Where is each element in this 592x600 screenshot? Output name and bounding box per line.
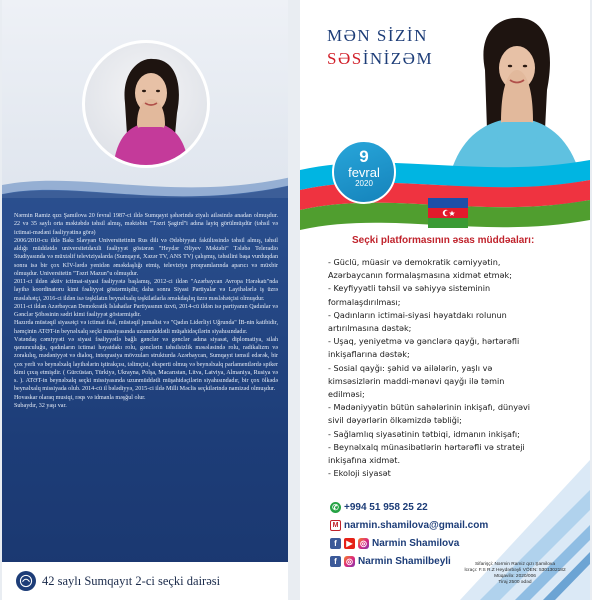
bio-paragraph: Hovaskar olaraq musiqi, rəqs və idmanla məşğul olur. (14, 394, 146, 401)
platform-item: - Sosial qayğı: şəhid və ailələrin, yaşlı və (328, 362, 493, 373)
platform-item: - Mədəniyyətin bütün sahələrinin inkişafı, dünyəvi (328, 402, 531, 413)
youtube-icon: ▶ (344, 538, 355, 549)
platform-item: inkişafına xidmət. (328, 455, 401, 466)
gmail-icon: M (330, 520, 341, 531)
candidate-portrait (82, 40, 210, 168)
phone-row[interactable] (330, 498, 550, 516)
slogan-line-1: MƏN SİZİN (327, 26, 428, 45)
imprint-line: İcraçı: F.S R.Z Heydərbəyli VÖEN: 5301302182 (464, 568, 566, 573)
imprint-line: Tiraj 2500 ədəd (498, 580, 532, 585)
facebook-icon: f (330, 556, 341, 567)
print-imprint (450, 562, 580, 586)
platform-item: artırılmasına dəstək; (328, 323, 412, 334)
bio-paragraph: Vətəndaş cəmiyyəti və siyasi fəaliyyətlə bağlı gənclər və gənclər adına siyasət, diplomatiya, silah qanunculuğu, qadınların ictimai həyatdakı rolu, gənclərin təhsilsizlik məsələsində rolu, radikalizm və zorakılıq, mədəniyyət və dialoq, inteqrasiya mövzuları strukturda Azərbaycan, Sumqayıt təmsil edərək, bir çox yerli və beynəlxalq layihələrin iştirakçısı, təlimçisi, eksperti olmuş və beynəlxalq parlamentlərdə spiker kimi çıxış etmişdir. ( Gürcüstan, Türkiyə, Ukrayna, Polşa, Macarıstan, Litva, Latviya, Almaniya, Rusiya və s. ). ATƏT-in beynəlxalq seçki missiyasında uzunmüddətli müşahidəçilərin siyahısındadır, bir çox ölkədə beynəlxalq missiyada olub. 2014-cü il bələdiyyə, 2015-ci ildə Milli Məclis seçkilərində namizəd olmuşdur. (14, 336, 278, 393)
platform-item: inkişaflarına dəstək; (328, 349, 410, 360)
platform-item: Azərbaycanın formalaşmasına xidmət etmək; (328, 270, 512, 281)
instagram-icon: ◎ (344, 556, 355, 567)
platform-title: Seçki platformasının əsas müddəaları: (352, 235, 535, 246)
platform-item: - Uşaq, yeniyetmə və gənclərə qayğı, hərtərəfli (328, 336, 520, 347)
platform-item: - Beynəlxalq münasibətlərin hərtərəfli və strateji (328, 441, 525, 452)
date-day: 9 (359, 147, 369, 166)
social-handle[interactable]: Narmin Shamilova (372, 537, 460, 549)
slogan-highlight: SƏS (327, 49, 363, 68)
social-row-1[interactable] (330, 534, 550, 552)
bio-paragraph: 2006/2010-cu ildə Bakı Slavyan Universitetinin Rus dili və Ədəbiyyatı fakültəsində təhsil almış, təhsil aldığı müddətdə universitetdaxili fəaliyyət göstərən "Heydər Əliyev Məktəbi" Tələbə Teleradio Studiyasında və müxtəlif televiziyalarda (Sumqayıt, Xəzər TV, ANS TV) çalışmış, təhsilini başa vurduqdan sonra isə bir çox KİV-lərdə yenidən əməkdaşlığı etmiş, televiziya proqramlarında aparıcı və müxbir olmuşdur. Universitetin "Təzri Mazun"u olmuşdur. (14, 237, 278, 277)
whatsapp-icon: ✆ (330, 502, 341, 513)
platform-item: edilməsi; (328, 389, 365, 400)
social-handle[interactable]: Narmin Shamilbeyli (358, 555, 451, 567)
phone-number[interactable]: +994 51 958 25 22 (344, 501, 428, 513)
date-year: 2020 (355, 179, 373, 188)
facebook-icon: f (330, 538, 341, 549)
slogan-rest: İNİZƏM (362, 49, 434, 68)
imprint-line: Müqavilə: 2020/006 (494, 574, 536, 579)
biography-text (14, 212, 278, 554)
flag-emblem-icon (428, 198, 468, 228)
platform-item: - Güclü, müasir və demokratik cəmiyyətin, (328, 257, 501, 267)
platform-item: - Keyfiyyətli təhsil və səhiyyə sisteminin (328, 283, 491, 294)
platform-item: formalaşdırılması; (328, 296, 401, 307)
bio-paragraph: Hazırda müstəqil siyasətçi və ictimai fəal, müstəqil jurnalist və "Qadın Liderliyi Uğrunda" İB-nin katibidir, həmçinin ATƏT-in beynəlxalq seçki missiyasında uzunmüddətli müşahidəçilərin siyahısındadır. (14, 320, 278, 335)
bio-paragraph: Subaydır, 32 yaşı var. (14, 402, 67, 409)
bio-paragraph: 2011-ci ildən aktiv ictimai-siyasi fəaliyyətə başlamış, 2012-ci ildən "Azərbaycan Avropa Hərəkatı"nda layihə koordinatoru kimi fəaliyyət göstərmişdir, daha sonra Siyasi Partiyalar və Layihələrlə iş üzrə məsləhətçi, 2016-ci ildən isə təşkilatın beynəlxalq təşkilatlarla əməkdaşlıq üzrə məsləhətçisi olmuşdur. (14, 279, 278, 302)
biography-panel (2, 0, 288, 600)
bio-paragraph: Nərmin Ramiz qızı Şamilova 20 fevral 1987-ci ildə Sumqayıt şəhərində ziyalı ailəsində anadan olmuşdur. 22 və 35 saylı orta məktəbdə təhsil almış, məktəbin "Təzri Şagird"i adına layiq görülmüşdür (təhsil və ictimai-mədəni fəaliyyətinə görə) (14, 213, 278, 236)
email-row[interactable] (330, 516, 550, 534)
bio-paragraph: 2011-ci ildən Azərbaycan Demokratik İslahatlar Partiyasının üzvü, 2014-cü ildən isə partiyanın Qadınlar və Gənclər Şöbəsinin sədri kimi fəaliyyət göstərmişdir. (14, 303, 278, 318)
emblem-icon (19, 574, 33, 588)
imprint-line: Sifarişçi: Nərmin Ramiz qızı Şamilova (475, 562, 555, 567)
instagram-icon: ◎ (358, 538, 369, 549)
platform-item: - Sağlamlıq siyasətinin tətbiqi, idmanın inkişafı; (328, 428, 520, 439)
district-name: 42 saylı Sumqayıt 2-ci seçki dairəsi (42, 573, 221, 588)
platform-item: kimsəsizlərin maddi-mənəvi qayğı ilə təmin (328, 375, 505, 386)
date-month: fevral (348, 165, 380, 180)
candidate-photo-illustration (85, 43, 210, 168)
district-footer (2, 562, 288, 600)
platform-panel (300, 0, 590, 600)
election-date-badge (332, 140, 396, 204)
platform-item: - Qadınların ictimai-siyasi həyatdakı rolunun (328, 309, 507, 320)
email-address[interactable]: narmin.shamilova@gmail.com (344, 519, 489, 531)
contact-block (330, 498, 550, 570)
election-commission-logo-icon (16, 571, 36, 591)
platform-item: sivil dəyərlərin ölkəmizdə təbliği; (328, 415, 462, 426)
platform-item: - Ekoloji siyasət (328, 468, 391, 479)
